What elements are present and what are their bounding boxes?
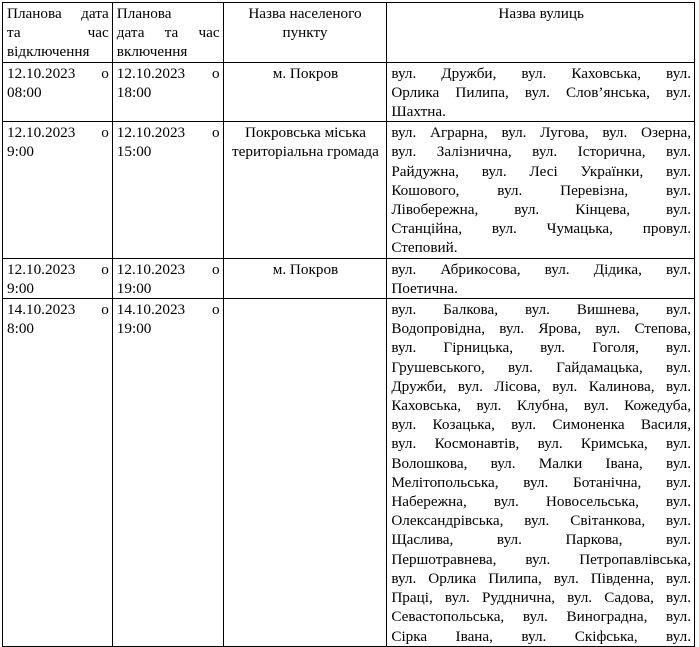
on-cell — [112, 62, 223, 122]
streets-cell — [387, 62, 695, 122]
place-cell: Покровська міська територіальна громада — [223, 122, 387, 258]
streets-cell — [387, 122, 695, 258]
table-row — [3, 122, 695, 258]
street-line: Першотравнева, вул. Петропавлівська, — [391, 550, 691, 568]
time-line: 08:00 — [7, 83, 42, 101]
street-line: вул. Абрикосова, вул. Дідика, вул. — [391, 260, 691, 278]
street-line: вул. Козацька, вул. Симоненка Василя, — [391, 416, 691, 434]
street-line: Кошового, вул. Перевізна, вул. — [391, 181, 691, 199]
street-line: Праці, вул. Рудднична, вул. Садова, вул. — [391, 589, 691, 607]
street-line: Севастопольська, вул. Виноградна, вул. — [391, 608, 691, 626]
off-cell — [3, 62, 113, 122]
street-line: вул. Балкова, вул. Вишнева, вул. — [391, 301, 691, 319]
date-line: 12.10.2023 о — [7, 64, 109, 82]
street-line: Райдужна, вул. Лесі Українки, вул. — [391, 162, 691, 180]
street-line: Поетична. — [391, 279, 458, 297]
street-line: вул. Орлика Пилипа, вул. Південна, вул. — [391, 569, 691, 587]
street-line: Набережна, вул. Новосельська, вул. — [391, 493, 691, 511]
time-line: 9:00 — [7, 143, 35, 161]
street-line: Степовий. — [391, 239, 458, 257]
date-line: 12.10.2023 о — [7, 124, 109, 142]
street-line: Олександрівська, вул. Світанкова, вул. — [391, 512, 691, 530]
street-line: вул. Залізнична, вул. Історична, вул. — [391, 143, 691, 161]
street-line: Волошкова, вул. Малки Івана, вул. — [391, 454, 691, 472]
street-line: вул. Аграрна, вул. Лугова, вул. Озерна, — [391, 124, 691, 142]
street-line: Шахтна. — [391, 103, 446, 121]
streets-cell — [387, 258, 695, 298]
on-cell — [112, 122, 223, 258]
off-cell — [3, 122, 113, 258]
street-line: Мелітопольська, вул. Ботанічна, вул. — [391, 473, 691, 491]
header-off-line: Планова дата — [7, 5, 109, 22]
header-off-line: відключення — [7, 43, 90, 61]
header-on-line: включення — [116, 43, 188, 61]
street-line: Дружби, вул. Лісова, вул. Калинова, вул. — [391, 377, 691, 395]
streets-cell — [387, 299, 695, 647]
time-line: 8:00 — [7, 320, 35, 338]
table-row — [3, 258, 695, 298]
off-cell — [3, 258, 113, 298]
street-line: Водопровідна, вул. Ярова, вул. Степова, — [391, 320, 691, 338]
street-line: Сірка Івана, вул. Скіфська, вул. — [391, 627, 691, 645]
date-line: 14.10.2023 о — [116, 301, 220, 319]
time-line: 9:00 — [7, 279, 35, 297]
street-line: вул. Гірницька, вул. Гоголя, вул. — [391, 339, 691, 357]
date-line: 12.10.2023 о — [116, 64, 220, 82]
date-line: 12.10.2023 о — [116, 124, 220, 142]
place-cell: м. Покров — [223, 258, 387, 298]
street-line: Щаслива, вул. Паркова, вул. — [391, 531, 691, 549]
header-streets: Назва вулиць — [387, 3, 695, 63]
time-line: 18:00 — [116, 83, 152, 101]
place-cell — [223, 299, 387, 647]
time-line: 19:00 — [116, 320, 152, 338]
date-line: 12.10.2023 о — [7, 260, 109, 278]
time-line: 19:00 — [116, 279, 152, 297]
header-on-line: Планова — [116, 5, 172, 22]
date-line: 12.10.2023 о — [116, 260, 220, 278]
header-off-line: та час — [7, 24, 109, 42]
header-place: Назва населеного пункту — [223, 3, 387, 63]
on-cell — [112, 299, 223, 647]
street-line: Лівобережна, вул. Кінцева, вул. — [391, 201, 691, 219]
outage-schedule-table — [2, 2, 695, 647]
header-on-line: дата та час — [116, 24, 220, 42]
header-on-time — [112, 3, 223, 63]
street-line: Каховська, вул. Клубна, вул. Кожедуба, — [391, 397, 691, 415]
header-off-time — [3, 3, 113, 63]
street-line: Грушевського, вул. Гайдамацька, вул. — [391, 358, 691, 376]
street-line: Станційна, вул. Чумацька, провул. — [391, 220, 691, 238]
table-row — [3, 62, 695, 122]
place-cell: м. Покров — [223, 62, 387, 122]
street-line: Орлика Пилипа, вул. Слов’янська, вул. — [391, 83, 691, 101]
street-line: вул. Дружби, вул. Каховська, вул. — [391, 64, 691, 82]
street-line: вул. Космонавтів, вул. Кримська, вул. — [391, 435, 691, 453]
table-row — [3, 299, 695, 647]
time-line: 15:00 — [116, 143, 152, 161]
off-cell — [3, 299, 113, 647]
header-row — [3, 3, 695, 63]
on-cell — [112, 258, 223, 298]
date-line: 14.10.2023 о — [7, 301, 109, 319]
